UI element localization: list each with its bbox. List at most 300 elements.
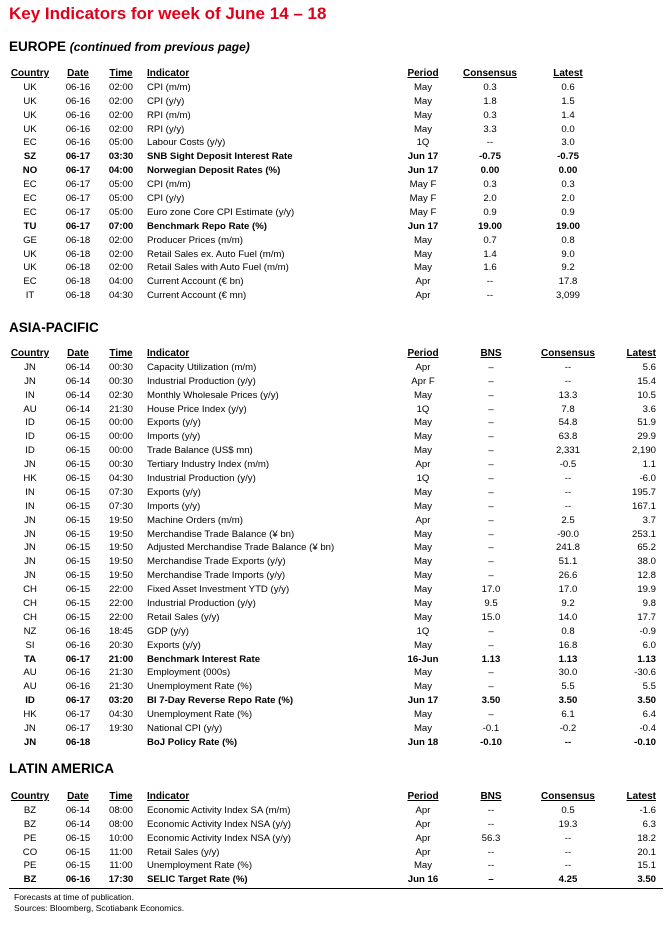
cell-latest: 0.8 xyxy=(561,234,575,246)
cell-latest: 65.2 xyxy=(637,542,656,554)
cell-period: May xyxy=(413,389,433,401)
footer-divider xyxy=(9,888,663,889)
cell-date: 06-15 xyxy=(65,860,91,872)
cell-latest: 0.3 xyxy=(561,179,575,191)
table-row xyxy=(0,123,670,137)
cell-date: 06-17 xyxy=(65,695,91,707)
cell-latest: 19.9 xyxy=(637,584,656,596)
table-row xyxy=(0,416,670,430)
cell-date: 06-14 xyxy=(65,818,91,830)
cell-country: JN xyxy=(24,361,36,373)
cell-date: 06-15 xyxy=(65,445,91,457)
cell-time: 19:50 xyxy=(108,542,133,554)
cell-country: JN xyxy=(24,570,36,582)
cell-consensus: 1.8 xyxy=(483,95,497,107)
cell-indicator: Trade Balance (US$ mn) xyxy=(147,445,253,457)
cell-time: 22:00 xyxy=(108,584,133,596)
cell-country: UK xyxy=(23,95,37,107)
table-row xyxy=(0,361,670,375)
cell-period: May xyxy=(413,570,433,582)
cell-latest: 6.3 xyxy=(642,818,656,830)
cell-latest: 0.00 xyxy=(558,165,578,177)
cell-country: CO xyxy=(22,846,38,858)
cell-country: EC xyxy=(23,193,37,205)
cell-date: 06-15 xyxy=(65,528,91,540)
cell-indicator: Tertiary Industry Index (m/m) xyxy=(147,459,270,471)
asia-header-consensus: Consensus xyxy=(541,348,595,359)
cell-bns: – xyxy=(488,570,494,582)
cell-indicator: Benchmark Interest Rate xyxy=(147,653,261,665)
cell-country: UK xyxy=(23,109,37,121)
cell-indicator: Industrial Production (y/y) xyxy=(147,473,256,485)
table-row xyxy=(0,389,670,403)
cell-indicator: CPI (m/m) xyxy=(147,81,191,93)
cell-country: JN xyxy=(24,542,36,554)
cell-latest: -6.0 xyxy=(639,473,656,485)
europe-header-consensus: Consensus xyxy=(463,68,517,79)
cell-indicator: Economic Activity Index SA (m/m) xyxy=(147,804,291,816)
cell-date: 06-18 xyxy=(65,290,91,302)
cell-period: May xyxy=(413,109,433,121)
cell-country: IT xyxy=(25,290,35,302)
europe-header-latest: Latest xyxy=(553,68,583,79)
cell-latest: 3.50 xyxy=(637,874,656,886)
cell-latest: 0.9 xyxy=(561,206,575,218)
cell-indicator: Labour Costs (y/y) xyxy=(147,137,226,149)
table-row xyxy=(0,680,670,694)
cell-period: 1Q xyxy=(416,137,430,149)
cell-bns: – xyxy=(488,417,494,429)
cell-country: AU xyxy=(23,667,37,679)
cell-date: 06-15 xyxy=(65,417,91,429)
asia-header-latest: Latest xyxy=(626,348,656,359)
asia-header-time: Time xyxy=(109,348,133,359)
cell-latest: 17.7 xyxy=(637,611,656,623)
asia-header-bns: BNS xyxy=(480,348,502,359)
asia-header-period: Period xyxy=(407,348,439,359)
cell-date: 06-17 xyxy=(65,653,91,665)
cell-indicator: SNB Sight Deposit Interest Rate xyxy=(147,151,293,163)
latam-header-latest: Latest xyxy=(626,791,656,802)
cell-consensus: -- xyxy=(564,832,572,844)
table-row xyxy=(0,818,670,832)
cell-consensus: 7.8 xyxy=(561,403,575,415)
cell-indicator: Unemployment Rate (%) xyxy=(147,681,253,693)
cell-country: SZ xyxy=(23,151,37,163)
cell-date: 06-15 xyxy=(65,500,91,512)
cell-indicator: Economic Activity Index NSA (y/y) xyxy=(147,832,291,844)
cell-indicator: Merchandise Trade Balance (¥ bn) xyxy=(147,528,295,540)
table-row xyxy=(0,736,670,750)
table-row xyxy=(0,109,670,123)
cell-country: IN xyxy=(25,486,35,498)
cell-indicator: House Price Index (y/y) xyxy=(147,403,247,415)
cell-consensus: 3.50 xyxy=(558,695,578,707)
cell-consensus: 0.3 xyxy=(483,179,497,191)
cell-latest: 15.1 xyxy=(637,860,656,872)
table-row xyxy=(0,541,670,555)
cell-latest: 5.6 xyxy=(642,361,656,373)
cell-time: 11:00 xyxy=(109,860,133,872)
cell-indicator: Current Account (€ bn) xyxy=(147,276,244,288)
table-row xyxy=(0,261,670,275)
table-row xyxy=(0,804,670,818)
cell-latest: 1.4 xyxy=(561,109,575,121)
cell-date: 06-14 xyxy=(65,389,91,401)
cell-country: AU xyxy=(23,681,37,693)
table-row xyxy=(0,639,670,653)
cell-time: 02:00 xyxy=(108,262,133,274)
cell-time: 00:30 xyxy=(108,459,133,471)
cell-date: 06-16 xyxy=(65,681,91,693)
cell-indicator: BoJ Policy Rate (%) xyxy=(147,736,238,748)
cell-period: Jun 17 xyxy=(407,151,439,163)
cell-date: 06-17 xyxy=(65,193,91,205)
table-row xyxy=(0,403,670,417)
cell-date: 06-18 xyxy=(65,262,91,274)
cell-period: Apr xyxy=(415,818,431,830)
latam-header-row xyxy=(0,790,670,804)
cell-latest: 6.4 xyxy=(642,709,656,721)
table-row xyxy=(0,486,670,500)
cell-time: 08:00 xyxy=(108,804,133,816)
cell-time: 04:30 xyxy=(108,709,133,721)
table-row xyxy=(0,873,670,887)
cell-indicator: Producer Prices (m/m) xyxy=(147,234,243,246)
asia-heading: ASIA-PACIFIC xyxy=(9,320,99,335)
table-row xyxy=(0,444,670,458)
cell-consensus: -- xyxy=(564,500,572,512)
cell-time: 19:50 xyxy=(108,556,133,568)
cell-country: EC xyxy=(23,276,37,288)
table-row xyxy=(0,722,670,736)
cell-period: May F xyxy=(409,179,437,191)
europe-header-country: Country xyxy=(10,68,50,79)
table-row xyxy=(0,653,670,667)
cell-country: UK xyxy=(23,248,37,260)
cell-latest: 1.5 xyxy=(561,95,575,107)
cell-country: TU xyxy=(23,220,37,232)
cell-period: May xyxy=(413,445,433,457)
page-title: Key Indicators for week of June 14 – 18 xyxy=(9,4,327,23)
table-row xyxy=(0,206,670,220)
cell-country: IN xyxy=(25,500,35,512)
cell-time: 21:30 xyxy=(108,681,133,693)
cell-date: 06-15 xyxy=(65,542,91,554)
cell-latest: 10.5 xyxy=(637,389,656,401)
cell-consensus: -- xyxy=(564,846,572,858)
cell-date: 06-18 xyxy=(65,248,91,260)
europe-header-indicator: Indicator xyxy=(147,68,190,79)
cell-bns: – xyxy=(488,681,494,693)
cell-period: May xyxy=(413,486,433,498)
cell-consensus: 0.00 xyxy=(480,165,500,177)
cell-period: Jun 16 xyxy=(407,874,439,886)
cell-indicator: Benchmark Repo Rate (%) xyxy=(147,220,267,232)
cell-time: 04:00 xyxy=(108,165,134,177)
cell-bns: 1.13 xyxy=(481,653,501,665)
cell-latest: 3,099 xyxy=(555,290,580,302)
cell-period: May xyxy=(413,248,433,260)
cell-indicator: RPI (m/m) xyxy=(147,109,191,121)
cell-time: 02:00 xyxy=(108,109,133,121)
cell-period: Jun 17 xyxy=(407,695,439,707)
cell-latest: 5.5 xyxy=(642,681,656,693)
cell-indicator: Monthly Wholesale Prices (y/y) xyxy=(147,389,279,401)
europe-heading-text: EUROPE xyxy=(9,39,67,54)
table-row xyxy=(0,528,670,542)
cell-indicator: Exports (y/y) xyxy=(147,486,201,498)
cell-indicator: Merchandise Trade Exports (y/y) xyxy=(147,556,286,568)
cell-time: 08:00 xyxy=(108,818,133,830)
latam-header-period: Period xyxy=(407,791,439,802)
cell-consensus: 0.9 xyxy=(483,206,497,218)
latam-header-consensus: Consensus xyxy=(541,791,595,802)
cell-time: 00:30 xyxy=(108,361,133,373)
cell-country: NZ xyxy=(23,625,37,637)
cell-time: 18:45 xyxy=(108,625,133,637)
cell-country: GE xyxy=(23,234,37,246)
cell-indicator: Industrial Production (y/y) xyxy=(147,375,256,387)
cell-time: 19:30 xyxy=(108,723,133,735)
cell-date: 06-16 xyxy=(65,625,91,637)
cell-consensus: -- xyxy=(486,137,494,149)
cell-period: May xyxy=(413,598,433,610)
cell-time: 02:00 xyxy=(108,234,133,246)
cell-indicator: Merchandise Trade Imports (y/y) xyxy=(147,570,286,582)
cell-consensus: 19.3 xyxy=(558,818,578,830)
cell-date: 06-14 xyxy=(65,804,91,816)
cell-period: Apr xyxy=(415,846,431,858)
cell-consensus: -0.2 xyxy=(559,723,577,735)
table-row xyxy=(0,136,670,150)
latam-header-country: Country xyxy=(10,791,50,802)
cell-consensus: 54.8 xyxy=(558,417,578,429)
cell-bns: – xyxy=(488,445,494,457)
cell-country: JN xyxy=(24,528,36,540)
cell-consensus: 0.5 xyxy=(561,804,575,816)
cell-country: IN xyxy=(25,389,35,401)
cell-indicator: Imports (y/y) xyxy=(147,431,201,443)
cell-country: BZ xyxy=(23,874,37,886)
cell-indicator: BI 7-Day Reverse Repo Rate (%) xyxy=(147,695,294,707)
cell-time: 05:00 xyxy=(108,193,133,205)
cell-indicator: CPI (y/y) xyxy=(147,193,185,205)
cell-date: 06-14 xyxy=(65,361,91,373)
cell-indicator: Capacity Utilization (m/m) xyxy=(147,361,257,373)
cell-latest: 38.0 xyxy=(637,556,656,568)
cell-period: 1Q xyxy=(416,473,430,485)
cell-latest: 12.8 xyxy=(637,570,656,582)
cell-bns: -- xyxy=(487,804,495,816)
cell-date: 06-16 xyxy=(65,874,91,886)
cell-country: EC xyxy=(23,206,37,218)
cell-date: 06-16 xyxy=(65,81,91,93)
cell-country: EC xyxy=(23,179,37,191)
cell-date: 06-16 xyxy=(65,639,91,651)
footer-forecast-note: Forecasts at time of publication. xyxy=(14,892,135,902)
table-row xyxy=(0,275,670,289)
cell-date: 06-15 xyxy=(65,431,91,443)
cell-latest: 0.0 xyxy=(561,123,575,135)
cell-period: May xyxy=(413,500,433,512)
table-row xyxy=(0,555,670,569)
cell-consensus: 6.1 xyxy=(561,709,575,721)
cell-time: 17:30 xyxy=(108,874,134,886)
cell-latest: 3.50 xyxy=(637,695,656,707)
cell-date: 06-15 xyxy=(65,459,91,471)
cell-indicator: Fixed Asset Investment YTD (y/y) xyxy=(147,584,290,596)
cell-consensus: 241.8 xyxy=(555,542,580,554)
cell-consensus: -- xyxy=(564,486,572,498)
europe-heading xyxy=(9,39,250,54)
cell-indicator: Economic Activity Index NSA (y/y) xyxy=(147,818,291,830)
cell-date: 06-17 xyxy=(65,709,91,721)
cell-country: UK xyxy=(23,123,37,135)
cell-bns: – xyxy=(488,542,494,554)
cell-bns: – xyxy=(488,625,494,637)
cell-time: 05:00 xyxy=(108,179,133,191)
cell-date: 06-15 xyxy=(65,473,91,485)
table-row xyxy=(0,375,670,389)
footer-sources: Sources: Bloomberg, Scotiabank Economics. xyxy=(14,903,185,913)
cell-indicator: Exports (y/y) xyxy=(147,639,201,651)
cell-latest: 3.6 xyxy=(642,403,656,415)
cell-latest: 195.7 xyxy=(631,486,656,498)
cell-date: 06-15 xyxy=(65,584,91,596)
table-row xyxy=(0,708,670,722)
cell-bns: – xyxy=(488,459,494,471)
cell-indicator: Retail Sales (y/y) xyxy=(147,846,220,858)
cell-time: 19:50 xyxy=(108,570,133,582)
cell-period: May xyxy=(413,234,433,246)
cell-bns: 17.0 xyxy=(481,584,501,596)
cell-period: Apr F xyxy=(411,375,435,387)
latam-header-time: Time xyxy=(109,791,133,802)
cell-period: May xyxy=(413,681,433,693)
table-row xyxy=(0,472,670,486)
cell-country: HK xyxy=(23,709,37,721)
cell-period: May xyxy=(413,95,433,107)
table-row xyxy=(0,666,670,680)
cell-bns: -0.10 xyxy=(480,736,502,748)
cell-date: 06-15 xyxy=(65,598,91,610)
cell-time: 20:30 xyxy=(108,639,133,651)
cell-country: JN xyxy=(24,556,36,568)
cell-bns: 56.3 xyxy=(481,832,501,844)
cell-latest: 1.13 xyxy=(637,653,656,665)
cell-period: May xyxy=(413,584,433,596)
cell-latest: 20.1 xyxy=(637,846,656,858)
latam-header-date: Date xyxy=(67,791,89,802)
table-row xyxy=(0,514,670,528)
cell-bns: -0.1 xyxy=(482,723,500,735)
cell-indicator: CPI (m/m) xyxy=(147,179,191,191)
table-row xyxy=(0,192,670,206)
cell-time: 22:00 xyxy=(108,598,133,610)
cell-bns: – xyxy=(488,431,494,443)
cell-consensus: 4.25 xyxy=(558,874,578,886)
cell-indicator: Unemployment Rate (%) xyxy=(147,709,253,721)
table-row xyxy=(0,569,670,583)
cell-country: CH xyxy=(23,598,37,610)
cell-date: 06-15 xyxy=(65,514,91,526)
cell-country: BZ xyxy=(23,818,37,830)
cell-country: ID xyxy=(25,417,35,429)
cell-period: May xyxy=(413,556,433,568)
cell-period: May xyxy=(413,639,433,651)
cell-indicator: RPI (y/y) xyxy=(147,123,185,135)
cell-period: May xyxy=(413,709,433,721)
cell-date: 06-15 xyxy=(65,832,91,844)
cell-latest: 17.8 xyxy=(558,276,578,288)
cell-consensus: 1.13 xyxy=(558,653,578,665)
europe-header-time: Time xyxy=(109,68,133,79)
asia-pacific-table xyxy=(0,347,670,750)
cell-bns: – xyxy=(488,361,494,373)
cell-time: 02:00 xyxy=(108,95,133,107)
cell-bns: 15.0 xyxy=(481,611,501,623)
cell-period: Apr xyxy=(415,361,431,373)
cell-latest: 19.00 xyxy=(555,220,580,232)
cell-latest: 167.1 xyxy=(631,500,656,512)
cell-country: JN xyxy=(24,459,36,471)
cell-latest: -0.10 xyxy=(634,736,656,748)
cell-period: Apr xyxy=(415,276,431,288)
cell-latest: -0.9 xyxy=(639,625,656,637)
cell-period: Apr xyxy=(415,290,431,302)
cell-consensus: 9.2 xyxy=(561,598,575,610)
cell-date: 06-17 xyxy=(65,723,91,735)
cell-consensus: 2,331 xyxy=(555,445,580,457)
cell-period: May xyxy=(413,611,433,623)
cell-indicator: Machine Orders (m/m) xyxy=(147,514,243,526)
cell-period: Apr xyxy=(415,832,431,844)
cell-time: 22:00 xyxy=(108,611,133,623)
cell-consensus: 1.4 xyxy=(483,248,497,260)
cell-latest: -30.6 xyxy=(634,667,656,679)
europe-header-period: Period xyxy=(407,68,439,79)
cell-date: 06-16 xyxy=(65,123,91,135)
latam-heading: LATIN AMERICA xyxy=(9,761,114,776)
cell-consensus: 0.3 xyxy=(483,109,497,121)
cell-period: 1Q xyxy=(416,403,430,415)
cell-country: ID xyxy=(25,445,35,457)
cell-time: 07:30 xyxy=(108,486,133,498)
cell-bns: – xyxy=(488,403,494,415)
cell-time: 05:00 xyxy=(108,206,133,218)
cell-time: 21:30 xyxy=(108,667,133,679)
cell-indicator: CPI (y/y) xyxy=(147,95,185,107)
cell-time: 11:00 xyxy=(109,846,133,858)
cell-indicator: Industrial Production (y/y) xyxy=(147,598,256,610)
cell-period: May xyxy=(413,667,433,679)
cell-date: 06-15 xyxy=(65,846,91,858)
cell-consensus: 13.3 xyxy=(558,389,578,401)
cell-country: PE xyxy=(23,832,37,844)
cell-time: 21:30 xyxy=(108,403,133,415)
cell-consensus: 0.3 xyxy=(483,81,497,93)
cell-time: 03:30 xyxy=(108,151,134,163)
cell-bns: – xyxy=(488,556,494,568)
cell-bns: -- xyxy=(487,860,495,872)
cell-period: May F xyxy=(409,206,437,218)
cell-indicator: Retail Sales (y/y) xyxy=(147,611,220,623)
cell-country: UK xyxy=(23,81,37,93)
cell-country: ID xyxy=(25,431,35,443)
cell-indicator: Euro zone Core CPI Estimate (y/y) xyxy=(147,206,295,218)
cell-bns: -- xyxy=(487,846,495,858)
